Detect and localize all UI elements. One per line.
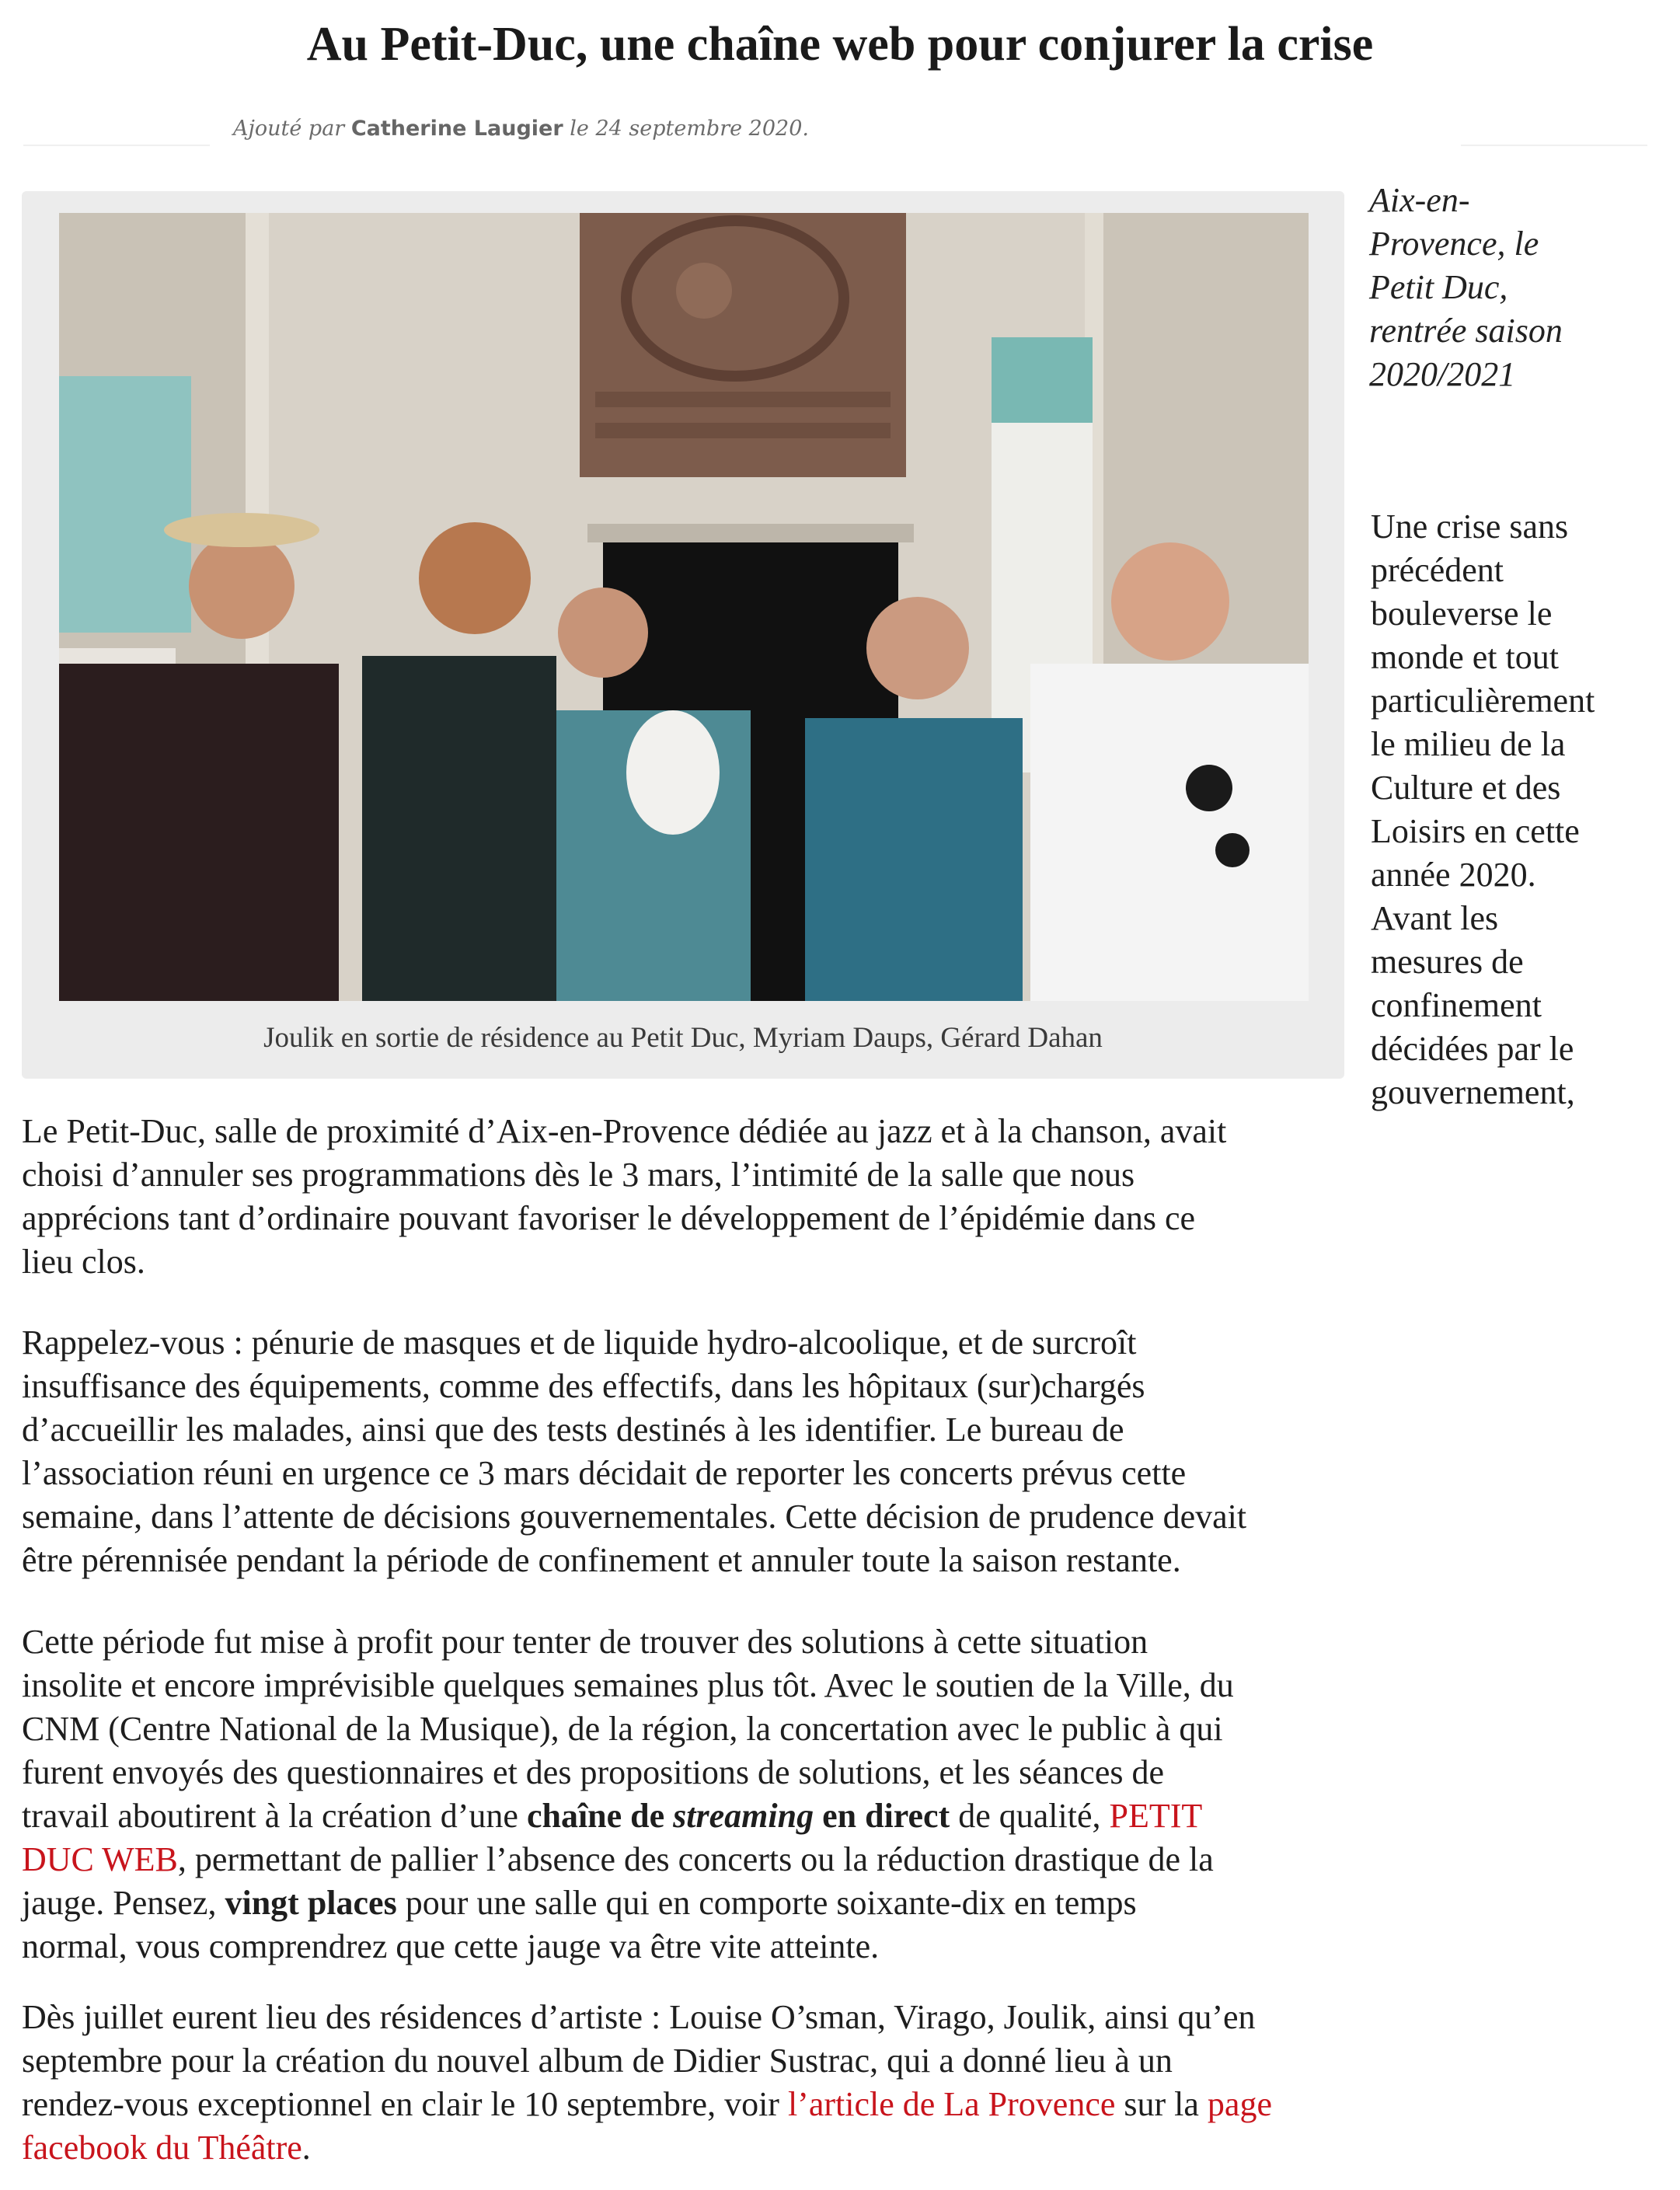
paragraph-line: Dès juillet eurent lieu des résidences d’artiste : Louise O’sman, Virago, Joulik, ainsi qu’en (22, 1998, 1256, 2036)
facebook-page-link[interactable]: page (1207, 2085, 1272, 2123)
intro-line: année 2020. (1371, 856, 1536, 894)
intro-line: Culture et des (1371, 769, 1561, 807)
paragraph-line: choisi d’annuler ses programmations dès le 3 mars, l’intimité de la salle que nous (22, 1156, 1135, 1194)
paragraph-line: Cette période fut mise à profit pour tenter de trouver des solutions à cette situation (22, 1623, 1148, 1661)
article-figure (22, 191, 1344, 1079)
paragraph-line: lieu clos. (22, 1243, 145, 1281)
sidebar-caption-line: 2020/2021 (1369, 355, 1516, 393)
paragraph-2 (22, 1321, 1661, 1582)
bold-italic-word: streaming (673, 1797, 814, 1835)
photo-illustration (59, 213, 1309, 1001)
paragraph-line: septembre pour la création du nouvel album de Didier Sustrac, qui a donné lieu à un (22, 2042, 1173, 2080)
facebook-page-link[interactable]: facebook du Théâtre (22, 2129, 302, 2167)
paragraph-line: Le Petit-Duc, salle de proximité d’Aix-en-Provence dédiée au jazz et à la chanson, avait (22, 1112, 1227, 1150)
paragraph-line: semaine, dans l’attente de décisions gouvernementales. Cette décision de prudence devait (22, 1498, 1247, 1536)
byline (233, 117, 809, 141)
petit-duc-web-link[interactable]: PETIT (1109, 1797, 1203, 1835)
sidebar-photo-caption (1369, 179, 1626, 396)
paragraph-line (22, 1794, 1661, 1838)
paragraph-1 (22, 1110, 1661, 1284)
article-title: Au Petit-Duc, une chaîne web pour conjurer la crise (306, 18, 1374, 71)
intro-line: le milieu de la (1371, 725, 1566, 763)
intro-line: décidées par le (1371, 1030, 1574, 1068)
paragraph-3 (22, 1620, 1661, 1969)
paragraph-line (22, 2126, 1661, 2170)
bold-phrase: chaîne de (526, 1797, 674, 1835)
sidebar-caption-line: Aix-en- (1369, 181, 1470, 219)
paragraph-line: furent envoyés des questionnaires et des propositions de solutions, et les séances de (22, 1753, 1165, 1791)
byline-prefix: Ajouté par (233, 117, 345, 141)
intro-line: gouvernement, (1371, 1073, 1575, 1111)
sidebar-caption-line: Petit Duc, (1369, 268, 1508, 306)
intro-line: particulièrement (1371, 682, 1595, 720)
sidebar-caption-line: rentrée saison (1369, 312, 1563, 350)
petit-duc-web-link[interactable]: DUC WEB (22, 1840, 178, 1878)
intro-line: bouleverse le (1371, 595, 1553, 633)
paragraph-line: Rappelez-vous : pénurie de masques et de liquide hydro-alcoolique, et de surcroît (22, 1323, 1137, 1362)
paragraph-line (22, 2083, 1661, 2126)
intro-line: précédent (1371, 551, 1504, 589)
paragraph-line: CNM (Centre National de la Musique), de la région, la concertation avec le public à qui (22, 1710, 1223, 1748)
sidebar-caption-line: Provence, le (1369, 225, 1539, 263)
bold-phrase: en direct (814, 1797, 950, 1835)
paragraph-line: normal, vous comprendrez que cette jauge va être vite atteinte. (22, 1927, 880, 1965)
intro-line: Loisirs en cette (1371, 812, 1580, 850)
text-span: de qualité, (950, 1797, 1110, 1835)
article-photo (59, 213, 1309, 1001)
paragraph-line: insolite et encore imprévisible quelques semaines plus tôt. Avec le soutien de la Ville, du (22, 1666, 1234, 1704)
bold-phrase: vingt places (225, 1884, 397, 1922)
intro-column (1371, 505, 1666, 1114)
figure-caption: Joulik en sortie de résidence au Petit Duc, Myriam Daups, Gérard Dahan (263, 1022, 1103, 1054)
text-span: rendez-vous exceptionnel en clair le 10 septembre, voir (22, 2085, 788, 2123)
intro-line: Une crise sans (1371, 507, 1569, 546)
byline-divider-right (1461, 145, 1647, 146)
paragraph-line: apprécions tant d’ordinaire pouvant favoriser le développement de l’épidémie dans ce (22, 1199, 1196, 1237)
paragraph-line: insuffisance des équipements, comme des effectifs, dans les hôpitaux (sur)chargés (22, 1367, 1145, 1405)
paragraph-line: d’accueillir les malades, ainsi que des tests destinés à les identifier. Le bureau de (22, 1411, 1124, 1449)
paragraph-line: être pérennisée pendant la période de confinement et annuler toute la saison restante. (22, 1541, 1181, 1579)
intro-line: monde et tout (1371, 638, 1559, 676)
text-span: , permettant de pallier l’absence des concerts ou la réduction drastique de la (177, 1840, 1214, 1878)
paragraph-line: l’association réuni en urgence ce 3 mars décidait de reporter les concerts prévus cette (22, 1454, 1187, 1492)
paragraph-line (22, 1838, 1661, 1881)
intro-line: confinement (1371, 986, 1542, 1024)
paragraph-line (22, 1881, 1661, 1925)
byline-author[interactable]: Catherine Laugier (350, 117, 563, 141)
byline-divider-left (23, 145, 210, 146)
intro-line: mesures de (1371, 943, 1524, 981)
byline-date: le 24 septembre 2020. (570, 117, 809, 141)
intro-line: Avant les (1371, 899, 1499, 937)
text-span: travail aboutirent à la création d’une (22, 1797, 527, 1835)
text-span: . (301, 2129, 311, 2167)
text-span: pour une salle qui en comporte soixante-dix en temps (396, 1884, 1137, 1922)
text-span: sur la (1115, 2085, 1208, 2123)
text-span: jauge. Pensez, (22, 1884, 225, 1922)
paragraph-4 (22, 1996, 1661, 2170)
la-provence-article-link[interactable]: l’article de La Provence (787, 2085, 1116, 2123)
